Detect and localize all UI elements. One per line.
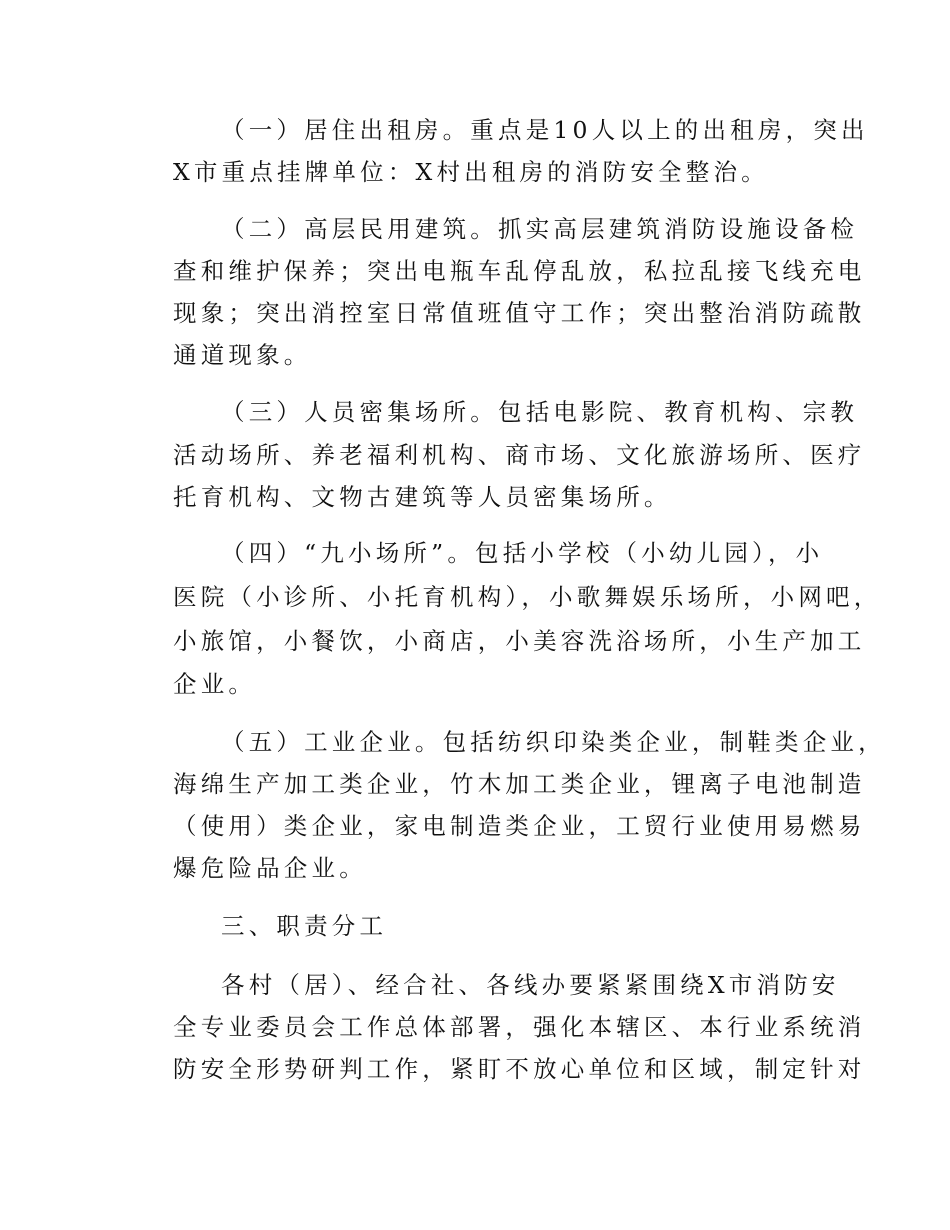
paragraph-6-line-2: 全专业委员会工作总体部署，强化本辖区、本行业系统消 [173,1013,866,1041]
paragraph-4-line-3: 小旅馆，小餐饮，小商店，小美容洗浴场所，小生产加工 [173,627,866,655]
paragraph-5-line-2: 海绵生产加工类企业，竹木加工类企业，锂离子电池制造 [173,770,866,798]
paragraph-3-line-1: （三）人员密集场所。包括电影院、教育机构、宗教 [221,398,859,426]
paragraph-4-line-1: （四）“九小场所”。包括小学校（小幼儿园），小 [221,539,824,567]
paragraph-3-line-3: 托育机构、文物古建筑等人员密集场所。 [173,483,672,511]
section-heading-3: 三、职责分工 [221,912,388,940]
paragraph-5-line-4: 爆危险品企业。 [173,854,367,882]
paragraph-6-line-3: 防安全形势研判工作，紧盯不放心单位和区域，制定针对 [173,1055,866,1083]
paragraph-4-line-2: 医院（小诊所、小托育机构），小歌舞娱乐场所，小网吧， [173,583,882,611]
paragraph-2-line-4: 通道现象。 [173,341,312,369]
paragraph-6-line-1: 各村（居）、经合社、各线办要紧紧围绕X市消防安 [221,971,840,999]
paragraph-4-line-4: 企业。 [173,670,257,698]
paragraph-2-line-1: （二）高层民用建筑。抓实高层建筑消防设施设备检 [221,215,859,243]
paragraph-5-line-1: （五）工业企业。包括纺织印染类企业，制鞋类企业， [221,728,886,756]
paragraph-1-line-2: X市重点挂牌单位：X村出租房的消防安全整治。 [173,158,769,186]
paragraph-2-line-2: 查和维护保养；突出电瓶车乱停乱放，私拉乱接飞线充电 [173,257,866,285]
paragraph-2-line-3: 现象；突出消控室日常值班值守工作；突出整治消防疏散 [173,299,866,327]
paragraph-1-line-1: （一）居住出租房。重点是10人以上的出租房，突出 [221,116,869,144]
paragraph-5-line-3: （使用）类企业，家电制造类企业，工贸行业使用易燃易 [173,812,866,840]
paragraph-3-line-2: 活动场所、养老福利机构、商市场、文化旅游场所、医疗 [173,441,866,469]
